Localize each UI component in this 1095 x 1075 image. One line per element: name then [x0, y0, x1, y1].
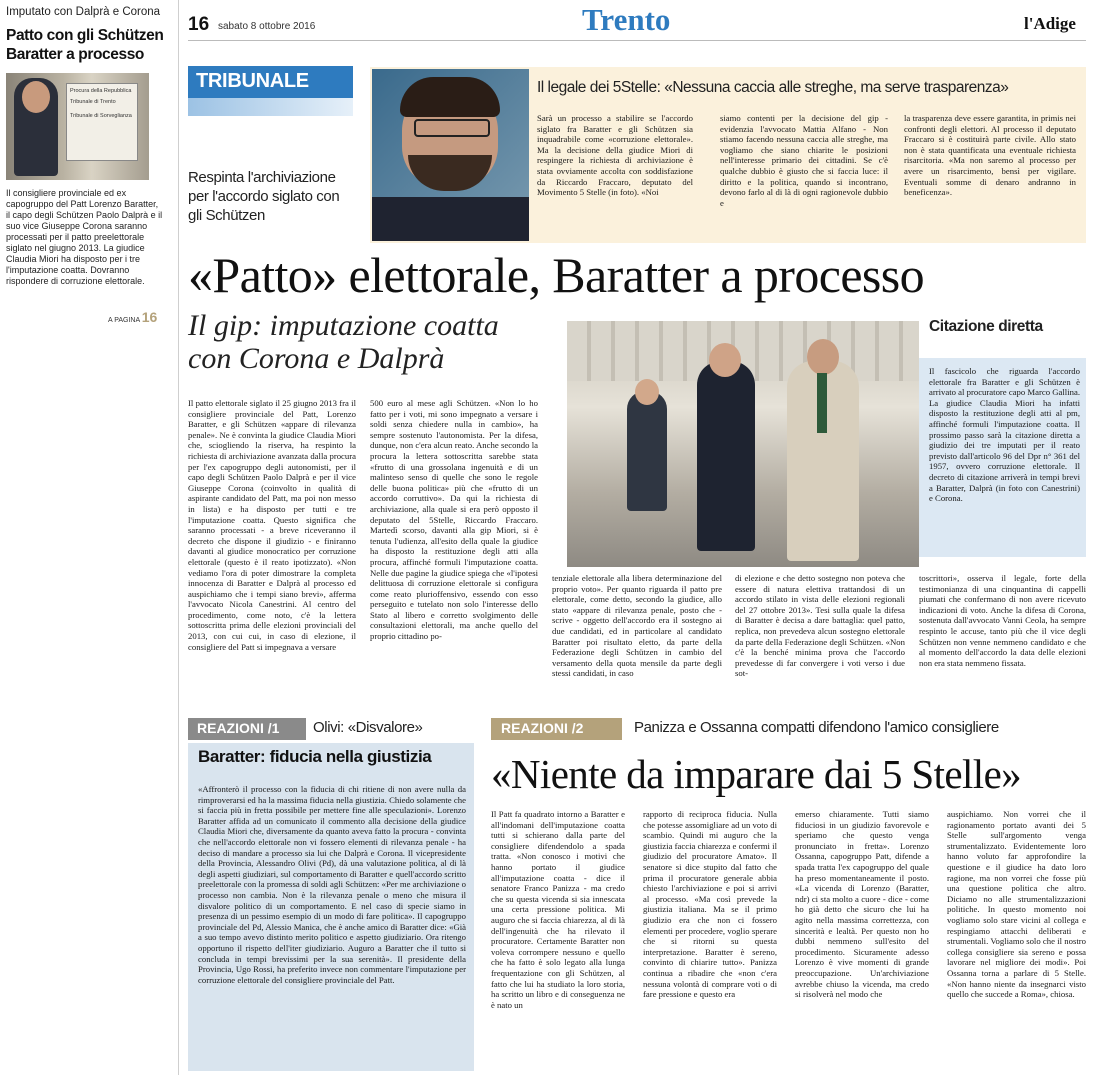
page-reference-label: A PAGINA: [108, 317, 140, 324]
sidebar-photo-sign-line: Procura della Repubblica: [70, 88, 132, 94]
main-headline: «Patto» elettorale, Baratter a processo: [188, 247, 925, 303]
sidebar-headline[interactable]: Patto con gli Schützen Baratter a processo: [6, 27, 164, 63]
fraccaro-photo: [372, 69, 529, 241]
reazioni2-headline: «Niente da imparare dai 5 Stelle»: [491, 751, 1022, 797]
sidebar-caption: Il consigliere provinciale ed ex capogruppo del Patt Lorenzo Baratter, il capo degli Schützen Paolo Dalprà e il suo vice Giuseppe Corona saranno processati per il patto preelettorale siglato nel giugno 2013. La giudice Claudia Miori ha disposto per i tre l'imputazione coatta. Dovranno rispondere di corruzione elettorale.: [6, 188, 163, 286]
page-reference-number: 16: [141, 309, 158, 325]
main-col2: 500 euro al mese agli Schützen. «Non lo ho fatto per i voti, mi sono impegnato a versare i soldi senza chiedere nulla in cambio», ha sempre sostenuto l'autonomista. Per la difesa, dunque, non c'era alcun reato. Anche secondo la procura la lettera sottoscritta sarebbe stata «frutto di una grossolana ingenuità e di un malinteso senso di quelle che sono le regole delle buona politica» più che «frutto di un accordo corruttivo». Da qui la richiesta di archiviazione, alla quale si era però opposto il deputato del 5Stelle, Riccardo Fraccaro. Martedì scorso, davanti alla gip Miori, si è tenuta l'udienza, all'esito della quale la giudice ha disposto la restituzione degli atti alla procura, affinché formuli l'imputazione coatta. Nelle due pagine la giudice spiega che «l'ipotesi delittuosa di corruzione elettorale si configura come reato plurioffensivo, essendo con esso perseguito e tutelato non solo l'interesse dello Stato al libero e corretto svolgimento delle consultazioni elettorali, ma anche quello del proprio cittadino po-: [370, 398, 538, 642]
reazioni2-col2: rapporto di reciproca fiducia. Nulla che potesse assomigliare ad un voto di scambio. Quindi mi auguro che la giustizia faccia chiarezza e confermi il giudizio del procuratore Amato». Il senatore si dice stupito dal fatto che prima il procuratore generale abbia chiesto l'archiviazione e poi si arrivi al processo. «Ma così prevede la giustizia italiana. Ma se il primo giudizio era che non ci fossero elementi per procedere, voglio sperare che si ritorni su questa interpretazione. Baratter è sereno, convinto di chiarire tutto». Panizza continua a ribadire che «non c'era nessuna volontà di comprare voti o di fare pressione e questo era: [643, 809, 777, 1000]
section-title: Trento: [582, 2, 671, 37]
reazioni2-kicker: Panizza e Ossanna compatti difendono l'amico consigliere: [634, 719, 999, 736]
reazioni2-col4: auspichiamo. Non vorrei che il ragionamento portato avanti dei 5 Stelle sull'argomento venga strumentalizzato. Evidentemente loro hanno voluto far approfondire la questione e il giudice ha dato loro ragione, ma non vorrei che fosse più una questione politica che altro. Diciamo no alle strumentalizzazioni politiche. In questo momento noi vogliamo solo stare vicini al collega e respingiamo attacchi deliberati e strumentali. Vogliamo solo che il nostro collega consigliere sia sereno e possa lavorare nel migliore dei modi». Poi Ossanna torna a parlare di 5 Stelle. «Non hanno niente da insegnarci visto quello che succede a Roma», chiosa.: [947, 809, 1086, 1000]
tribunale-deck: Respinta l'archiviazione per l'accordo siglato con gli Schützen: [188, 169, 340, 224]
reazioni1-tag: REAZIONI /1: [197, 720, 280, 736]
main-col3: tenziale elettorale alla libera determinazione del proprio voto». Per quanto riguarda il patto pre elettorale, come detto, secondo la giudice, allo stato «appare di rilevanza penale, posto che - scrive - oggetto dell'accordo era il sostegno ai due candidati, ed in particolare al candidato Baratter poi risultato eletto, da parte della Federazione degli Schützen in cambio del versamento della quota mensile da parte degli stessi candidati, in caso: [552, 573, 722, 679]
main-col4: di elezione e che detto sostegno non poteva che essere di natura elettiva trattandosi di un accordo stilato in vista delle elezioni regionali del 27 ottobre 2013». Tesi sulla quale la difesa di Baratter è decisa a dare battaglia: quel patto, replica, non prevedeva alcun sostegno elettorale da parte della Federazione degli Schützen. «Non c'è la benché minima prova che l'accordo prevedesse di far convergere i voti verso i due sot-: [735, 573, 905, 679]
brand-logo: l'Adige: [1024, 14, 1076, 33]
reazioni2-col3: emerso chiaramente. Tutti siamo fiduciosi in un giudizio favorevole e speriamo che questo venga pronunciato in fretta». Lorenzo Ossanna, capogruppo Patt, difende a spada tratta l'ex capogruppo del quale ha preso momentaneamente il posto. «La vicenda di Lorenzo (Baratter, ndr) ci sta molto a cuore - dice - come ho già detto che sicuro che lui ha agito nella massima correttezza, con sincerità e lealtà. Per questo non ho dubbi nemmeno sull'esito del procedimento. Sicuramente adesso Lorenzo è vive momenti di grande preoccupazione. Un'archiviazione avrebbe chiuso la vicenda, ma credo si risolverà nel modo che: [795, 809, 929, 1000]
reazioni2-tag: REAZIONI /2: [501, 720, 584, 736]
sidebar-photo-sign-line: Tribunale di Sorveglianza: [70, 113, 132, 119]
main-col5: toscrittori», osserva il legale, forte della testimonianza di una cinquantina di cappelli piumati che confermano di non avere ricevuto indicazioni di voto. Anche la difesa di Corona, sostenuta dall'avvocato Vanni Ceola, ha sempre respinto le accuse, tanto più che il vice degli Schützen non venne nemmeno candidato e che al momento dell'accordo la data delle elezioni non era stata nemmeno fissata.: [919, 573, 1086, 668]
sidebar-kicker: Imputato con Dalprà e Corona: [6, 6, 161, 18]
reazioni1-body: «Affronterò il processo con la fiducia di chi ritiene di non avere nulla da rimproverarsi ed ha la massima fiducia nella giustizia. Chiedo solamente che si faccia più in fretta possibile per mettere fine alle speculazioni». Lorenzo Baratter affida ad un comunicato il commento alla decisione della giudice Claudia Miori che, diversamente da quanto aveva fatto la procura - convinta che nell'accordo elettorale non vi fossero elementi di rilevanza penale - ha deciso di mandare a processo sia lui che Dalprà e Corona. Il vicepresidente della Provincia, Alessandro Olivi (Pd), dà una valutazione politica, al di là degli aspetti giudiziari, sul comportamento di Baratter e quell'accordo scritto preelettorale con la promessa di soldi agli Schützen: «Per me archiviazione o processo non cambia. Non è la rilevanza penale o meno che misura il disvalore politico di un comportamento. E nel caso di specie siamo in presenza di un pessimo esempio di un modo di fare politica». Il capogruppo provinciale del Pd, Alessio Manica, che è anche amico di Baratter dice: «Già a suo tempo avevo distinto merito politico e aspetto giudiziario. Ora ritengo opportuno il rispetto dell'iter giudiziario. Auguro a Baratter che il tutto si concluda in tempi brevissimi per la sua serenità». Il presidente della Provincia, Ugo Rossi, ha preferito invece non commentare l'imputazione per corruzione elettorale del consigliere provinciale del Patt.: [198, 784, 466, 985]
sidebar-photo-sign-line: Tribunale di Trento: [70, 99, 116, 105]
citazione-title: Citazione diretta: [929, 318, 1043, 335]
header-rule: [188, 40, 1086, 41]
reazioni1-headline: Baratter: fiducia nella giustizia: [198, 747, 432, 766]
defendants-photo: [567, 321, 919, 567]
page-number: 16: [188, 14, 210, 35]
citazione-body: Il fascicolo che riguarda l'accordo elettorale fra Baratter e gli Schützen è arrivato al procuratore capo Marco Gallina. La giudice Claudia Miori ha infatti disposto la restituzione degli atti al pm, affinché formuli l'imputazione coatta. Il prossimo passo sarà la citazione diretta a giudizio dei tre imputati per il reato previsto dall'articolo 96 del Dpr n° 361 del 1957, ovvero corruzione elettorale. Il decreto di citazione arriverà in tempi brevi a Baratter, Dalprà (in foto con Canestrini) e Corona.: [929, 366, 1080, 504]
sidebar-photo: [6, 73, 149, 180]
legale-col3: la trasparenza deve essere garantita, in primis nei confronti degli elettori. Al processo il deputato Fraccaro si è costituirà parte civile. Allo stato non è stata quantificata una eventuale richiesta risarcitoria. «Ma non saremo al processo per avere un risarcimento, bensì per vigilare. Eventuali somme di denaro andranno in beneficenza».: [904, 113, 1076, 198]
sidebar-divider: [178, 0, 179, 1075]
legale-title: Il legale dei 5Stelle: «Nessuna caccia alle streghe, ma serve trasparenza»: [537, 79, 1009, 96]
page-date: sabato 8 ottobre 2016: [218, 21, 316, 32]
main-subhead: Il gip: imputazione coatta con Corona e Dalprà: [188, 309, 499, 375]
reazioni2-col1: Il Patt fa quadrato intorno a Baratter e all'indomani dell'imputazione coatta tutti si schierano dalla parte del consigliere difendendolo a spada tratta. «Non conosco i motivi che hanno portato il giudice all'imputazione coatta - dice il senatore Franco Panizza - ma credo che su questa vicenda si sia innescata una certa pressione politica. Mi auguro che si faccia chiarezza, al di là dell'ingenuità che ha rilevato il procuratore. Certamente Baratter non voleva corrompere nessuno e quello che ha fatto è solo legato alla lunga frequentazione con gli Schützen, al fatto che lui ha studiato la loro storia, ha scritto un libro e di conseguenza ne è nato un: [491, 809, 625, 1010]
legale-col2: siamo contenti per la decisione del gip - evidenzia l'avvocato Mattia Alfano - Non stiamo facendo nessuna caccia alle streghe, ma vogliamo che siano chiarite le posizioni nell'interesse primario dei cittadini. Se c'è qualche dubbio è giusto che si faccia luce: il diritto e la politica, quando si incontrano, devono farlo al di là di ogni ragionevole dubbio e: [720, 113, 888, 208]
legale-col1: Sarà un processo a stabilire se l'accordo siglato fra Baratter e gli Schützen sia inquadrabile come «corruzione elettorale». Ma la decisione della giudice Miori di respingere la richiesta di archiviazione è stata ovviamente accolta con soddisfazione da Riccardo Fraccaro, deputato del Movimento 5 Stelle (in foto). «Noi: [537, 113, 693, 198]
tribunale-tag: TRIBUNALE: [196, 70, 309, 92]
reazioni1-kicker: Olivi: «Disvalore»: [313, 719, 423, 736]
main-col1: Il patto elettorale siglato il 25 giugno 2013 fra il consigliere provinciale del Patt, Lorenzo Baratter, e gli Schützen «appare di rilevanza penale». Ne è convinta la giudice Claudia Miori che, sciogliendo la riserva, ha respinto la richiesta di archiviazione avanzata dalla procura per l'ex capogruppo degli autonomisti, per il capo degli Schützen Paolo Dalprà e per il vice Giuseppe Corona (coinvolto in qualità di aspirante candidato del Patt, ma poi non messo in lista) e ha disposto per tutti e tre l'imputazione coatta. Questo significa che saranno processati - a breve riceveranno il decreto che dispone il giudizio - e finiranno davanti al giudice monocratico per corruzione elettorale (questo è il reato ipotizzato). «Non vediamo l'ora di poter dimostrare la completa innocenza di Baratter e Dalprà al processo ed auspichiamo che i tempi siano brevi», afferma l'avvocato Nicola Canestrini. Al centro del procedimento, come noto, c'è la lettera sottoscritta prima delle elezioni provinciali del 2013, con cui cui, in caso di elezione, il consigliere del Patt si impegnava a versare: [188, 398, 356, 652]
page-reference[interactable]: [108, 309, 168, 325]
tribunale-tag-underbar: [188, 98, 353, 116]
